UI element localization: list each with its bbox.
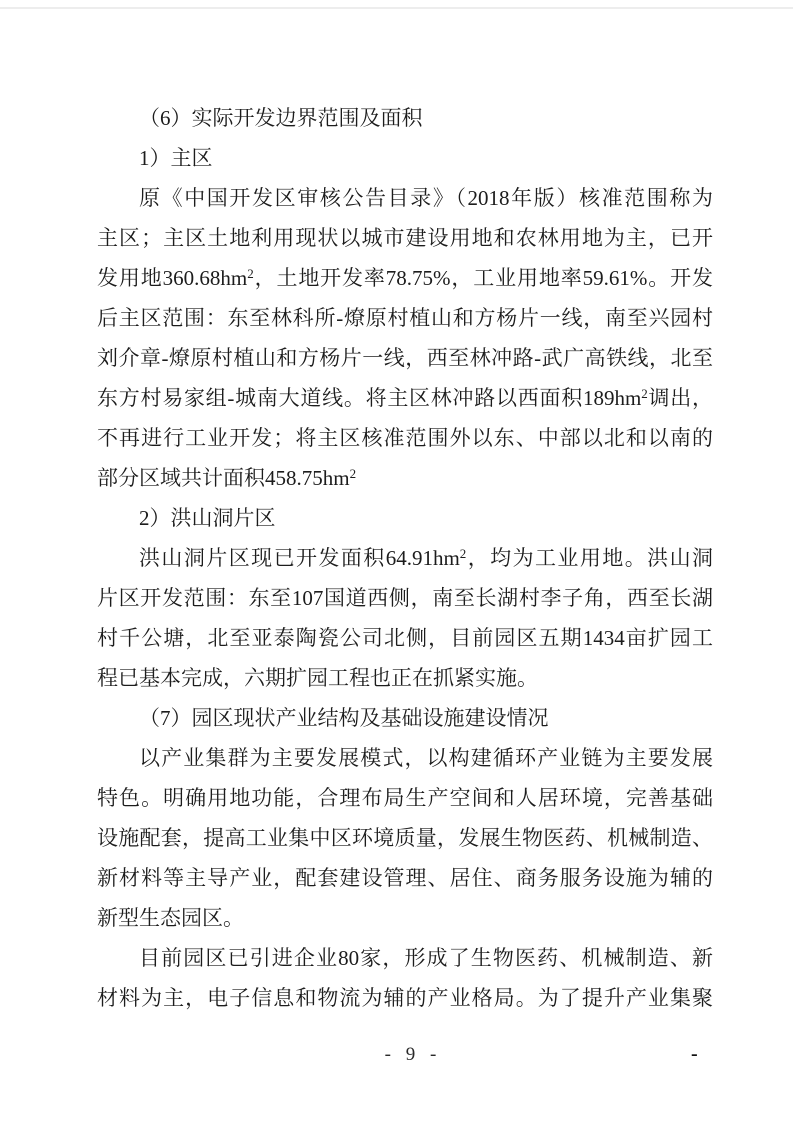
page-number: - 9 - <box>384 1044 440 1065</box>
line-text: 新材料等主导产业，配套建设管理、居住、商务服务设施为辅的 <box>97 866 713 890</box>
line-text: ，土地开发率78.75%，工业用地率59.61%。开发 <box>253 266 713 290</box>
doc-line <box>97 738 713 778</box>
margin-dash-mark <box>691 1043 698 1065</box>
line-text: 以产业集群为主要发展模式，以构建循环产业链为主要发展 <box>139 746 713 770</box>
document-body <box>97 98 713 1018</box>
subheading-zone-1 <box>97 138 713 178</box>
doc-line <box>97 658 713 698</box>
line-text: 原《中国开发区审核公告目录》（2018年版）核准范围称为 <box>139 186 713 210</box>
line-text: 部分区域共计面积458.75hm <box>97 466 350 490</box>
doc-line <box>97 258 713 298</box>
subheading-text: 2）洪山洞片区 <box>139 506 276 530</box>
scan-edge-line <box>0 7 793 9</box>
line-text: 目前园区已引进企业80家，形成了生物医药、机械制造、新 <box>139 946 713 970</box>
heading-section-7 <box>97 698 713 738</box>
doc-line <box>97 338 713 378</box>
page-footer <box>97 1044 713 1066</box>
margin-dash-text: - <box>691 1043 698 1065</box>
doc-line <box>97 618 713 658</box>
doc-line <box>97 218 713 258</box>
superscript-2: 2 <box>641 386 648 401</box>
line-text: 主区；主区土地利用现状以城市建设用地和农林用地为主，已开 <box>97 226 713 250</box>
superscript-2: 2 <box>349 466 357 481</box>
line-text: 发用地360.68hm <box>97 266 248 290</box>
line-text: 东方村易家组-城南大道线。将主区林冲路以西面积189hm <box>97 386 642 410</box>
line-text: 洪山洞片区现已开发面积64.91hm <box>139 546 460 570</box>
line-text: 片区开发范围：东至107国道西侧，南至长湖村李子角，西至长湖 <box>97 586 713 610</box>
subheading-zone-2 <box>97 498 713 538</box>
line-text: 不再进行工业开发；将主区核准范围外以东、中部以北和以南的 <box>97 426 713 450</box>
line-text: 特色。明确用地功能，合理布局生产空间和人居环境，完善基础 <box>97 786 713 810</box>
doc-line <box>97 298 713 338</box>
doc-line <box>97 458 713 498</box>
doc-line <box>97 378 713 418</box>
line-text: 后主区范围：东至林科所-燎原村植山和方杨片一线，南至兴园村 <box>97 306 713 330</box>
doc-line <box>97 578 713 618</box>
heading-text: （7）园区现状产业结构及基础设施建设情况 <box>139 706 549 730</box>
line-text: 材料为主，电子信息和物流为辅的产业格局。为了提升产业集聚 <box>97 986 713 1010</box>
doc-line <box>97 538 713 578</box>
doc-line <box>97 778 713 818</box>
superscript-2: 2 <box>247 266 254 281</box>
doc-line <box>97 898 713 938</box>
line-text: 设施配套，提高工业集中区环境质量，发展生物医药、机械制造、 <box>97 826 713 850</box>
heading-section-6 <box>97 98 713 138</box>
line-text: 程已基本完成，六期扩园工程也正在抓紧实施。 <box>97 666 538 690</box>
line-text: 新型生态园区。 <box>97 906 244 930</box>
doc-line <box>97 858 713 898</box>
doc-line <box>97 418 713 458</box>
subheading-text: 1）主区 <box>139 146 213 170</box>
superscript-2: 2 <box>459 546 467 561</box>
doc-line <box>97 938 713 978</box>
line-text: 刘介章-燎原村植山和方杨片一线，西至林冲路-武广高铁线，北至 <box>97 346 713 370</box>
line-text: 村千公塘，北至亚泰陶瓷公司北侧，目前园区五期1434亩扩园工 <box>97 626 713 650</box>
doc-line <box>97 178 713 218</box>
doc-line <box>97 818 713 858</box>
line-text: 调出， <box>647 386 713 410</box>
line-text: ，均为工业用地。洪山洞 <box>466 546 713 570</box>
heading-text: （6）实际开发边界范围及面积 <box>139 106 423 130</box>
doc-line <box>97 978 713 1018</box>
